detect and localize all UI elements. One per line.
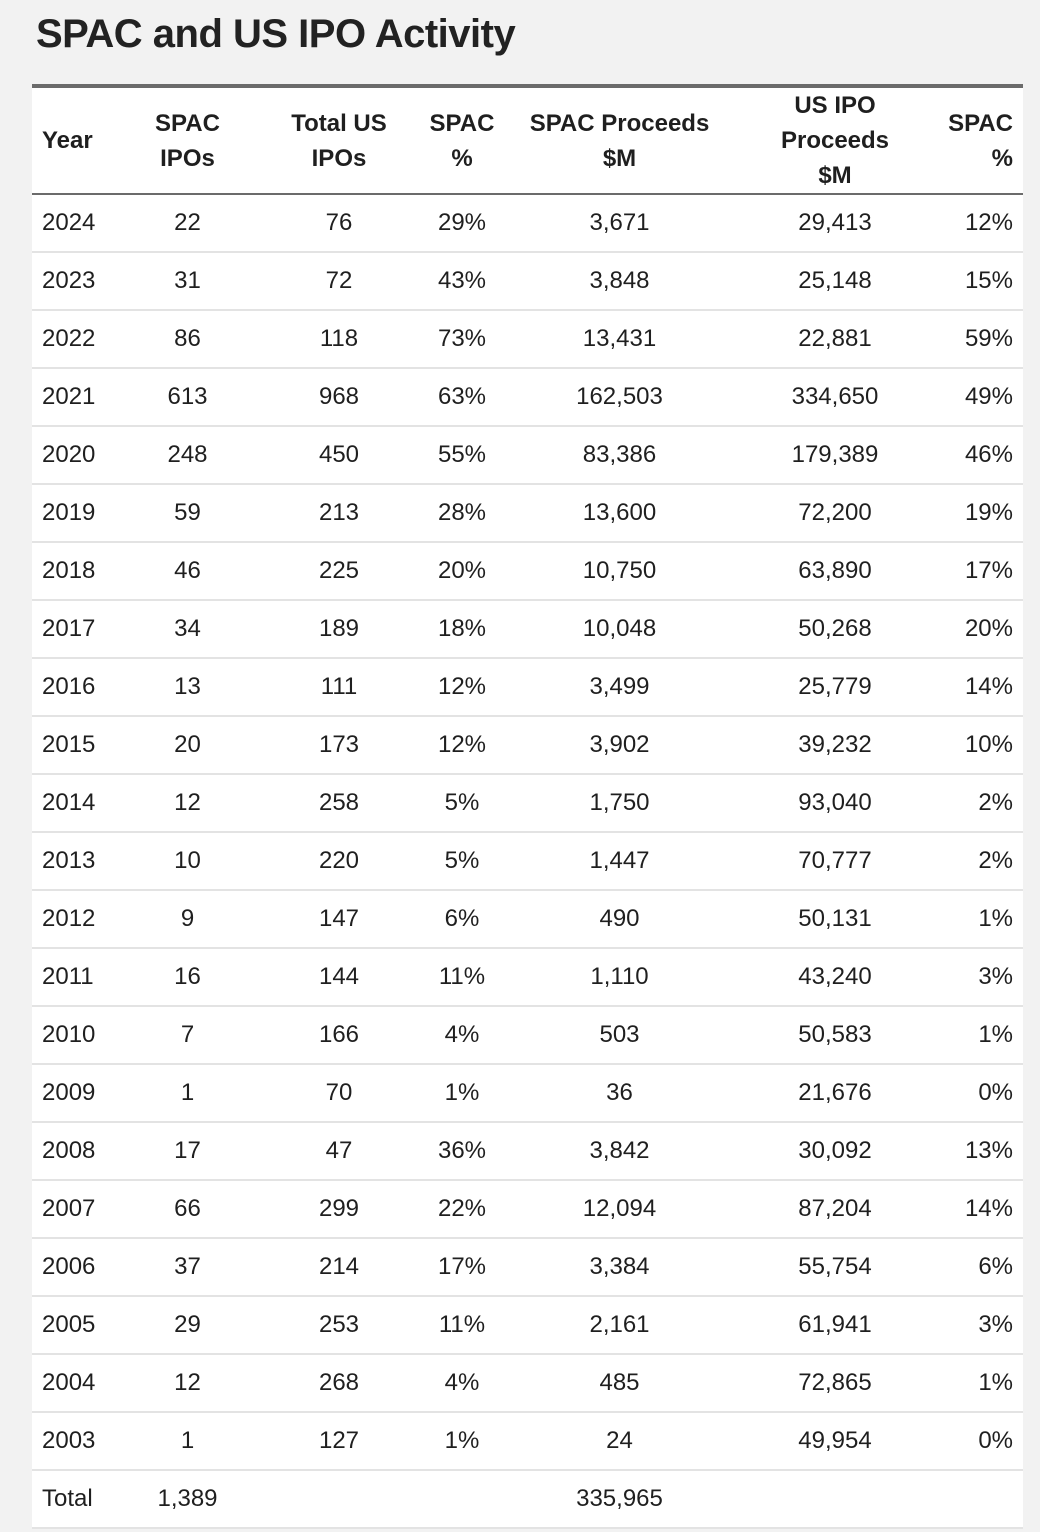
cell-spac-proceeds: 490 <box>599 905 640 932</box>
table-row <box>32 1180 1023 1238</box>
cell-spac-proceeds: 3,499 <box>589 673 650 700</box>
cell-spac-proceeds-pct: 46% <box>964 441 1013 468</box>
cell-total-us-ipos: 144 <box>318 963 360 990</box>
cell-total-us-ipos: 214 <box>318 1253 360 1280</box>
cell-spac-proceeds-pct: 12% <box>964 209 1013 236</box>
cell-us-ipo-proceeds: 55,754 <box>798 1253 872 1280</box>
cell-total-us-ipos: 166 <box>318 1021 360 1048</box>
table-row-total <box>32 1470 1023 1528</box>
cell-spac-ipos: 10 <box>174 847 201 874</box>
cell-us-ipo-proceeds: 50,583 <box>798 1021 872 1048</box>
cell-total-us-ipos: 220 <box>318 847 360 874</box>
cell-spac-proceeds: 10,048 <box>582 615 657 642</box>
table-row <box>32 600 1023 658</box>
table-row <box>32 1412 1023 1470</box>
cell-year: 2012 <box>42 905 96 932</box>
cell-us-ipo-proceeds: 21,676 <box>798 1079 872 1106</box>
spac-ipo-table <box>32 84 1023 1529</box>
cell-spac-ipos: 7 <box>180 1021 195 1048</box>
cell-spac-ipos: 13 <box>174 673 201 700</box>
cell-year: 2022 <box>42 325 96 352</box>
cell-year: 2015 <box>42 731 96 758</box>
cell-spac-proceeds: 3,671 <box>589 209 650 236</box>
table-row <box>32 194 1023 252</box>
cell-year: 2008 <box>42 1137 96 1164</box>
cell-spac-pct: 1% <box>444 1427 480 1454</box>
cell-total-us-ipos: 47 <box>325 1137 353 1164</box>
cell-spac-ipos: 16 <box>174 963 201 990</box>
cell-spac-proceeds-pct: 19% <box>964 499 1013 526</box>
cell-spac-proceeds-pct: 2% <box>978 847 1013 874</box>
cell-spac-proceeds: 36 <box>606 1079 633 1106</box>
cell-spac-pct: 12% <box>437 673 487 700</box>
cell-total-us-ipos: 253 <box>318 1311 360 1338</box>
cell-spac-proceeds-pct: 2% <box>978 789 1013 816</box>
cell-year: 2023 <box>42 267 96 294</box>
cell-year: 2020 <box>42 441 96 468</box>
header-year: Year <box>42 127 93 154</box>
cell-year: 2019 <box>42 499 96 526</box>
total-spac-pct-empty <box>423 1470 501 1528</box>
cell-us-ipo-proceeds: 70,777 <box>798 847 872 874</box>
cell-spac-proceeds: 3,384 <box>589 1253 650 1280</box>
cell-spac-proceeds: 1,447 <box>589 847 650 874</box>
cell-spac-proceeds-pct: 59% <box>964 325 1013 352</box>
cell-spac-ipos: 1 <box>180 1079 195 1106</box>
cell-us-ipo-proceeds: 61,941 <box>798 1311 872 1338</box>
cell-spac-ipos: 31 <box>174 267 201 294</box>
table-row <box>32 310 1023 368</box>
cell-spac-proceeds-pct: 13% <box>964 1137 1013 1164</box>
cell-spac-ipos: 12 <box>174 1369 201 1396</box>
table-row <box>32 948 1023 1006</box>
cell-total-us-ipos: 72 <box>325 267 353 294</box>
cell-spac-pct: 4% <box>444 1021 480 1048</box>
table-row <box>32 774 1023 832</box>
cell-total-us-ipos: 968 <box>318 383 360 410</box>
cell-spac-ipos: 9 <box>180 905 195 932</box>
cell-year: 2010 <box>42 1021 96 1048</box>
cell-total-us-ipos: 70 <box>325 1079 353 1106</box>
cell-spac-proceeds: 13,600 <box>582 499 657 526</box>
cell-total-us-ipos: 127 <box>318 1427 360 1454</box>
cell-total-us-ipos: 111 <box>320 673 358 700</box>
cell-us-ipo-proceeds: 63,890 <box>798 557 872 584</box>
cell-spac-pct: 43% <box>437 267 487 294</box>
cell-spac-ipos: 1 <box>180 1427 195 1454</box>
total-spac-proceeds-pct-empty <box>932 1470 1023 1528</box>
cell-spac-proceeds-pct: 17% <box>964 557 1013 584</box>
cell-spac-pct: 73% <box>437 325 487 352</box>
cell-spac-proceeds: 13,431 <box>582 325 657 352</box>
cell-us-ipo-proceeds: 179,389 <box>791 441 879 468</box>
cell-total-us-ipos: 189 <box>318 615 360 642</box>
table-row <box>32 1064 1023 1122</box>
total-us-ipos-empty <box>255 1470 423 1528</box>
cell-us-ipo-proceeds: 50,268 <box>798 615 872 642</box>
cell-spac-proceeds: 1,110 <box>590 963 649 990</box>
table-row <box>32 1006 1023 1064</box>
cell-us-ipo-proceeds: 39,232 <box>798 731 872 758</box>
cell-year: 2013 <box>42 847 96 874</box>
cell-spac-proceeds: 162,503 <box>576 383 663 410</box>
cell-spac-ipos: 12 <box>174 789 201 816</box>
cell-spac-pct: 55% <box>437 441 487 468</box>
cell-year: 2024 <box>42 209 96 236</box>
cell-total-us-ipos: 268 <box>318 1369 360 1396</box>
cell-us-ipo-proceeds: 25,779 <box>798 673 872 700</box>
cell-spac-proceeds-pct: 0% <box>978 1427 1013 1454</box>
table-row <box>32 484 1023 542</box>
cell-total-us-ipos: 118 <box>319 325 359 352</box>
total-us-ipo-proceeds-empty <box>738 1470 932 1528</box>
cell-year: 2016 <box>42 673 96 700</box>
cell-spac-pct: 4% <box>444 1369 480 1396</box>
cell-spac-proceeds: 2,161 <box>589 1311 650 1338</box>
table-row <box>32 658 1023 716</box>
cell-spac-proceeds-pct: 1% <box>978 1369 1013 1396</box>
table-row <box>32 890 1023 948</box>
cell-spac-proceeds: 1,750 <box>589 789 650 816</box>
cell-spac-proceeds-pct: 3% <box>978 1311 1013 1338</box>
cell-spac-proceeds: 83,386 <box>582 441 657 468</box>
cell-spac-pct: 18% <box>437 615 487 642</box>
cell-spac-ipos: 86 <box>174 325 201 352</box>
table-row <box>32 1296 1023 1354</box>
cell-spac-proceeds: 3,842 <box>589 1137 650 1164</box>
table-row <box>32 832 1023 890</box>
cell-total-us-ipos: 147 <box>318 905 360 932</box>
cell-spac-proceeds: 503 <box>599 1021 640 1048</box>
cell-spac-proceeds: 3,848 <box>589 267 650 294</box>
cell-spac-proceeds-pct: 14% <box>964 673 1013 700</box>
cell-spac-pct: 28% <box>437 499 487 526</box>
cell-spac-pct: 12% <box>437 731 487 758</box>
cell-spac-ipos: 34 <box>174 615 201 642</box>
cell-spac-pct: 5% <box>444 789 480 816</box>
cell-year: 2004 <box>42 1369 96 1396</box>
cell-spac-pct: 22% <box>437 1195 487 1222</box>
cell-spac-ipos: 59 <box>174 499 201 526</box>
cell-us-ipo-proceeds: 29,413 <box>798 209 872 236</box>
cell-us-ipo-proceeds: 334,650 <box>791 383 879 410</box>
table-row <box>32 368 1023 426</box>
cell-spac-ipos: 22 <box>174 209 201 236</box>
cell-spac-proceeds-pct: 14% <box>964 1195 1013 1222</box>
total-spac-proceeds: 335,965 <box>576 1485 663 1512</box>
cell-us-ipo-proceeds: 72,200 <box>798 499 872 526</box>
cell-year: 2021 <box>42 383 96 410</box>
cell-us-ipo-proceeds: 22,881 <box>798 325 872 352</box>
cell-us-ipo-proceeds: 72,865 <box>798 1369 872 1396</box>
cell-year: 2006 <box>42 1253 96 1280</box>
cell-year: 2003 <box>42 1427 96 1454</box>
cell-spac-proceeds-pct: 1% <box>978 905 1013 932</box>
cell-spac-proceeds-pct: 1% <box>978 1021 1013 1048</box>
header-spac-proceeds: SPAC Proceeds $M <box>529 109 710 172</box>
cell-spac-proceeds: 3,902 <box>589 731 650 758</box>
header-us-ipo-proceeds: US IPO Proceeds $M <box>780 92 890 189</box>
table-row <box>32 426 1023 484</box>
cell-spac-proceeds-pct: 10% <box>964 731 1013 758</box>
cell-spac-proceeds: 485 <box>599 1369 640 1396</box>
table-header <box>32 86 1023 194</box>
cell-spac-ipos: 20 <box>174 731 201 758</box>
cell-us-ipo-proceeds: 87,204 <box>798 1195 872 1222</box>
cell-us-ipo-proceeds: 25,148 <box>798 267 872 294</box>
cell-total-us-ipos: 213 <box>318 499 360 526</box>
cell-us-ipo-proceeds: 50,131 <box>798 905 872 932</box>
cell-total-us-ipos: 299 <box>318 1195 360 1222</box>
cell-spac-ipos: 66 <box>174 1195 201 1222</box>
cell-spac-pct: 29% <box>437 209 487 236</box>
table-row <box>32 1122 1023 1180</box>
header-spac-pct: SPAC % <box>429 109 495 172</box>
cell-spac-pct: 63% <box>437 383 487 410</box>
cell-spac-pct: 5% <box>444 847 480 874</box>
cell-spac-proceeds-pct: 0% <box>978 1079 1013 1106</box>
cell-spac-pct: 6% <box>444 905 480 932</box>
total-label: Total <box>42 1485 93 1512</box>
cell-year: 2017 <box>42 615 96 642</box>
cell-spac-proceeds-pct: 49% <box>964 383 1013 410</box>
cell-us-ipo-proceeds: 30,092 <box>798 1137 872 1164</box>
cell-spac-ipos: 46 <box>174 557 201 584</box>
cell-year: 2005 <box>42 1311 96 1338</box>
header-row <box>32 86 1023 194</box>
cell-total-us-ipos: 258 <box>318 789 360 816</box>
cell-year: 2011 <box>42 963 94 990</box>
cell-year: 2014 <box>42 789 96 816</box>
cell-spac-ipos: 17 <box>174 1137 201 1164</box>
total-spac-ipos: 1,389 <box>157 1485 218 1512</box>
page-title: SPAC and US IPO Activity <box>36 12 516 56</box>
cell-spac-pct: 1% <box>444 1079 480 1106</box>
table-row <box>32 716 1023 774</box>
cell-spac-pct: 11% <box>438 963 486 990</box>
table-body <box>32 194 1023 1528</box>
cell-spac-pct: 11% <box>438 1311 486 1338</box>
cell-spac-ipos: 29 <box>174 1311 201 1338</box>
table-row <box>32 1238 1023 1296</box>
cell-spac-ipos: 613 <box>167 383 208 410</box>
cell-us-ipo-proceeds: 43,240 <box>798 963 872 990</box>
cell-spac-ipos: 37 <box>174 1253 201 1280</box>
cell-total-us-ipos: 76 <box>325 209 353 236</box>
cell-year: 2007 <box>42 1195 96 1222</box>
table-row <box>32 1354 1023 1412</box>
cell-us-ipo-proceeds: 93,040 <box>798 789 872 816</box>
cell-spac-proceeds: 10,750 <box>582 557 657 584</box>
cell-total-us-ipos: 450 <box>318 441 360 468</box>
header-spac-ipos: SPAC IPOs <box>155 109 220 172</box>
header-spac-proceeds-pct: SPAC % <box>948 109 1013 172</box>
header-total-us-ipos: Total US IPOs <box>291 109 387 172</box>
cell-total-us-ipos: 173 <box>318 731 360 758</box>
cell-spac-ipos: 248 <box>167 441 208 468</box>
cell-spac-pct: 17% <box>437 1253 487 1280</box>
cell-us-ipo-proceeds: 49,954 <box>798 1427 872 1454</box>
cell-spac-pct: 36% <box>437 1137 487 1164</box>
cell-year: 2018 <box>42 557 96 584</box>
cell-spac-proceeds-pct: 6% <box>978 1253 1013 1280</box>
cell-spac-proceeds: 12,094 <box>582 1195 657 1222</box>
cell-spac-proceeds: 24 <box>606 1427 633 1454</box>
cell-spac-proceeds-pct: 20% <box>964 615 1013 642</box>
cell-spac-proceeds-pct: 3% <box>978 963 1013 990</box>
table-row <box>32 252 1023 310</box>
cell-year: 2009 <box>42 1079 96 1106</box>
table-row <box>32 542 1023 600</box>
cell-total-us-ipos: 225 <box>318 557 360 584</box>
cell-spac-proceeds-pct: 15% <box>964 267 1013 294</box>
cell-spac-pct: 20% <box>437 557 487 584</box>
